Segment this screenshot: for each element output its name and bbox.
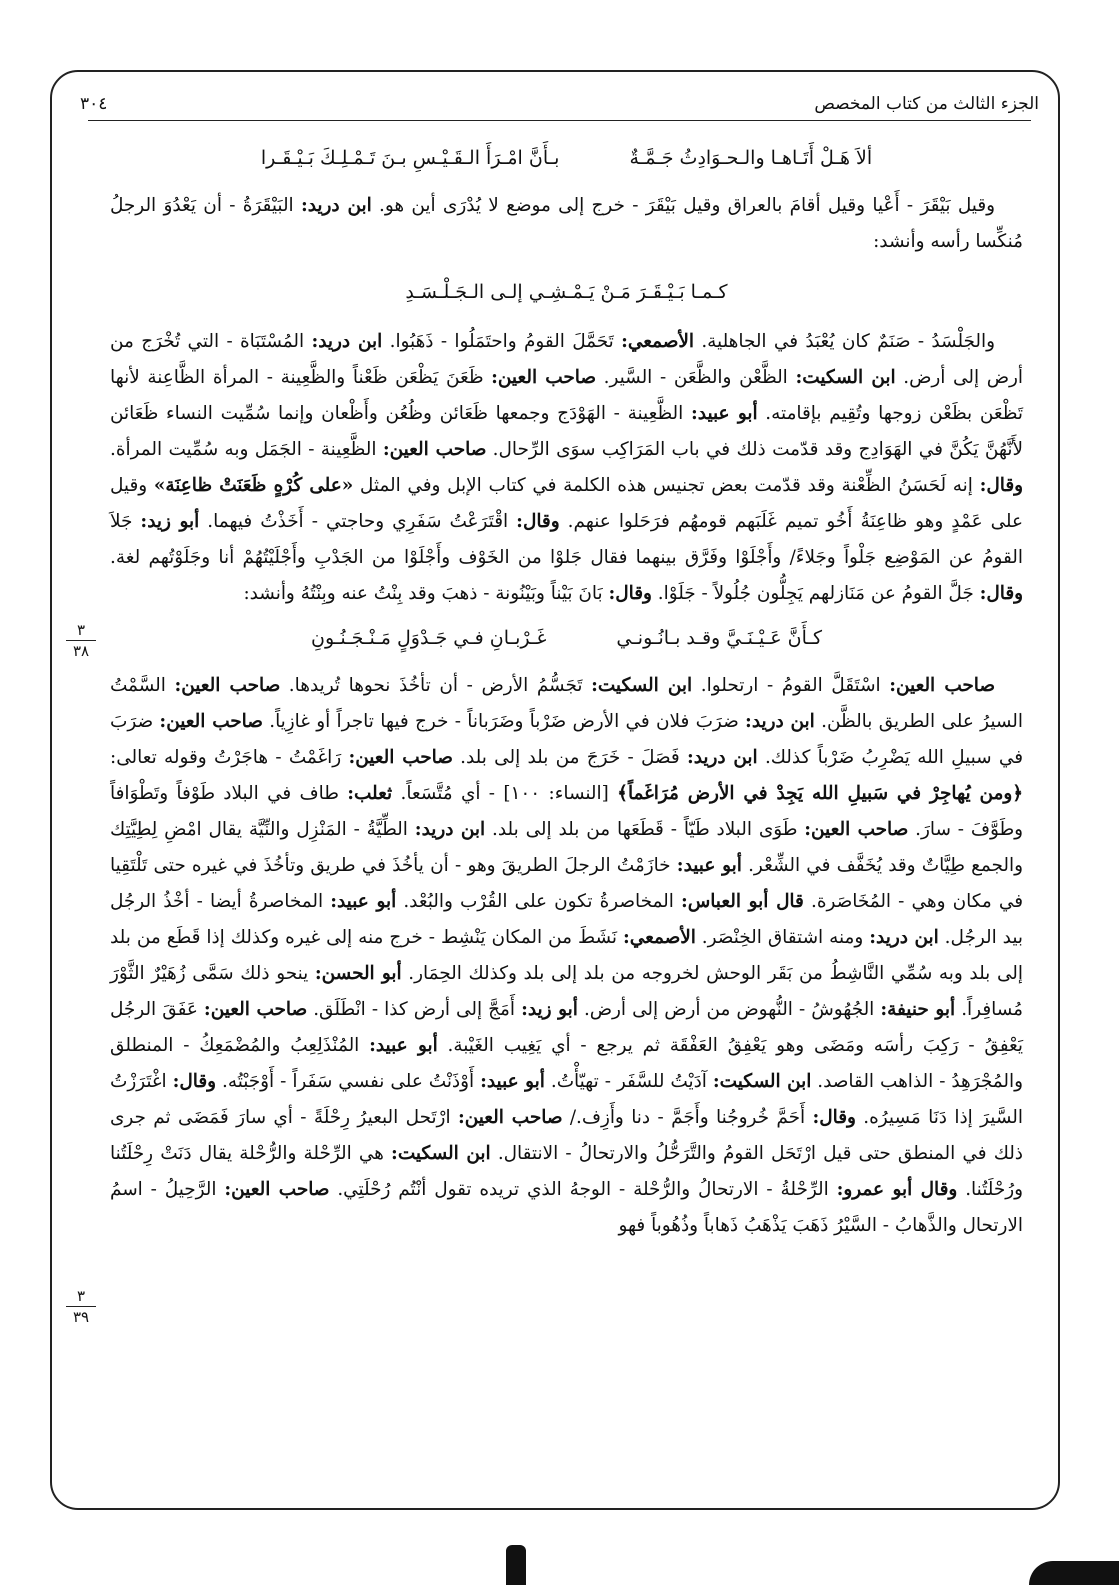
- scan-ink-corner: [1029, 1561, 1119, 1585]
- scan-ink-mark: [506, 1545, 526, 1585]
- source-label: صاحب العين:: [203, 999, 308, 1020]
- text: آدَيْتُ للسَّفَر - تهيّأْتُ.: [544, 1071, 713, 1092]
- text: اغْتَرَزْتُ السَّيرَ إذا دَنَا مَسِيرُه.: [110, 1071, 1023, 1128]
- page-number: ٣٠٤: [80, 94, 108, 114]
- marker-1-bottom: ٣٨: [72, 642, 90, 660]
- marker-2-top: ٣: [76, 1287, 86, 1305]
- text: [النساء: ١٠٠] - أي مُتَّسَعاً.: [392, 783, 618, 804]
- source-label: صاحب العين:: [159, 711, 263, 732]
- source-label: وقال أبو عمرو:: [836, 1179, 958, 1200]
- source-label: أبو زيد:: [140, 511, 200, 532]
- text: تَجَسُّمُ الأرض - أن تأخُذَ نحوها تُريدها.: [280, 675, 592, 696]
- source-label: ابن دريد:: [311, 331, 383, 352]
- source-label: أبو عبيد:: [330, 891, 397, 912]
- text: ضرَبَ فلان في الأرض ضَرْباً وضَرَباناً - خرج فيها تاجراً أو غازِياً.: [262, 711, 746, 732]
- text: المخاصرةُ أيضا - أخْذُ الرجُل بيد الرجُل.: [110, 891, 1024, 948]
- verse-2: [110, 272, 1023, 312]
- text: الظَّعِينة - الهَوْدَج وجمعها ظَعَائن وظُعُن وأَظْعان وإنما سُمِّيت النساء ظَعَائن لأَنَّهُنَّ يَكُنَّ في الهَوَادِج وقد قدّمت ذلك في باب المَرَاكِب سوَى الرِّحال.: [110, 403, 1023, 460]
- running-title: الجزء الثالث من كتاب المخصص: [814, 94, 1039, 114]
- text: أَمَجَّ إلى أرض كذا - انْطَلَق.: [307, 999, 522, 1020]
- source-label: ابن دريد:: [686, 747, 758, 768]
- source-label: أبو عبيد:: [691, 403, 758, 424]
- source-label: صاحب العين:: [457, 1107, 563, 1128]
- text: فَصَلَ - خَرَجَ من بلد إلى بلد.: [452, 747, 687, 768]
- text: المخاصرةُ تكون على القُرْب والبُعْد.: [396, 891, 681, 912]
- margin-marker-2: [64, 1288, 98, 1325]
- text: الطِّيَّةُ - المَنْزِل والنِّيَّة يقال امْضِ لِطِيَّتِك والجمع طِيَّاتٌ وقد يُخَفَّف في الشِّعْر.: [110, 819, 1024, 876]
- margin-marker-1: [64, 622, 98, 659]
- source-label: أبو عبيد:: [676, 855, 742, 876]
- source-label: أبو الحسن:: [314, 963, 402, 984]
- text: وقيل بَيْقَرَ - أَعْيا وقيل أقامَ بالعراق وقيل بَيْقَرَ - خرج إلى موضع لا يُدْرَى أين هو.: [371, 195, 995, 216]
- text: الرَّحِيلُ - اسمُ الارتحال والذَّهابُ - السَّيْرُ ذَهَبَ يَذْهَبُ ذَهاباً وذُهُوباً فهو: [110, 1179, 1023, 1236]
- source-label: الأصمعي:: [622, 927, 696, 948]
- quran-quote: ﴿ومن يُهاجِرْ في سَبيلِ الله يَجِدْ في الأرض مُرَاغَماً﴾: [617, 783, 1024, 804]
- source-label: وقال:: [979, 475, 1023, 496]
- paragraph-2: [110, 324, 1023, 612]
- source-label: ابن دريد:: [300, 195, 372, 216]
- text: تَحَمَّلَ القومُ واحتَمَلُوا - ذَهَبُوا.: [382, 331, 622, 352]
- source-label: صاحب العين:: [348, 747, 453, 768]
- text: ينحو ذلك سَمَّى زُهَيْرٌ الثَّوْرَ مُسافِراً.: [110, 963, 1023, 1020]
- text: خازَمْتُ الرجلَ الطريقَ وهو - أن يأخُذَ في طريق وتأخُذَ في غيره حتى تَلْتَقِيا في مكان وهي - المُخَاصَرة.: [110, 855, 1023, 912]
- text: جَلَّ القومُ عن مَنَازلهم يَجِلُّون جُلُولاً - جَلَوْا.: [651, 583, 980, 604]
- source-label: صاحب العين:: [889, 675, 995, 696]
- text: والجَلْسَدُ - صَنَمٌ كان يُعْبَدُ في الجاهلية.: [693, 331, 996, 352]
- verse-3: [110, 618, 1023, 658]
- source-label: أبو حنيفة:: [880, 999, 956, 1020]
- proverb-quote: «على كُرْهٍ ظَعَنَتْ ظاعِنَة»: [153, 475, 354, 496]
- marker-1-bar: [66, 640, 96, 641]
- text: اسْتَقَلَّ القومُ - ارتحلوا.: [692, 675, 890, 696]
- text: ومنه اشتقاق الخِنْصَر.: [695, 927, 870, 948]
- text: طاف في البلاد طَوْفاً وتَطْوَافاً وطَوَّفَ - سارَ.: [110, 783, 1023, 840]
- text: ارْتَحل البعيرُ رِحْلَةً - أي سارَ فَمَضَى ثم جرى ذلك في المنطق حتى قيل ارْتَحَل القومُ والتَّرَحُّلُ والارتحالُ - الانتقال.: [110, 1107, 1023, 1164]
- verse-1-hemistich-1: ألاَ هَـلْ أَتَـاهـا والـحـوَادِثُ جَـمَّـةٌ: [629, 147, 873, 169]
- source-label: صاحب العين:: [382, 439, 487, 460]
- source-label: ثعلب:: [347, 783, 393, 804]
- marker-2-bar: [66, 1306, 96, 1307]
- verse-1-hemistich-2: بـأَنَّ امْـرَأَ الـقَـيْـسِ بـنَ تَـمْـلِـكَ بَـيْـقَـرا: [260, 147, 560, 169]
- verse-3-hemistich-2: غَـرْبـانِ فـي جَـدْوَلٍ مَـنْـجَـنُـونِ: [310, 627, 547, 649]
- source-label: ابن السكيت:: [795, 367, 896, 388]
- page-header: [80, 82, 1039, 114]
- text: الجُهُوشُ - النُّهوض من أرض إلى أرض.: [577, 999, 881, 1020]
- paragraph-1: [110, 188, 1023, 260]
- source-label: صاحب العين:: [174, 675, 281, 696]
- verse-2-line: كـمـا بَـيْـقَـرَ مَـنْ يَـمْـشِـي إلـى الـجَـلْـسَـدِ: [405, 281, 728, 303]
- source-label: ابن دريد:: [414, 819, 486, 840]
- text: المُنْذَلِعِبُ والمُضْمَعِكُ - المنطلق والمُجْرَهِدُ - الذاهب القاصد.: [110, 1035, 1023, 1092]
- text: ظَعَنَ يَظْعَن ظَعْناً والظَّعِينة - المرأة الظَّاعِنة لأنها تَظْعَن بظَعْن زوجها وتُقِيم بإقامته.: [110, 367, 1023, 424]
- verse-1: [110, 138, 1023, 178]
- text: أَوْذَنْتُ على نفسي سَفَراً - أَوْجَبْتُه.: [216, 1071, 481, 1092]
- source-label: أبو زيد:: [521, 999, 578, 1020]
- source-label: صاحب العين:: [491, 367, 596, 388]
- text: السَّمْتُ السيرُ على الطريق بالظَّن.: [110, 675, 1024, 732]
- text: البَيْقَرَةُ - أن يَعْدُوَ الرجلُ مُنكِّسا رأسه وأنشد:: [110, 195, 1023, 252]
- source-label: وقال:: [608, 583, 652, 604]
- text: أَحَمَّ خُروجُنا وأَجَمَّ - دنا وأَزِف./: [562, 1107, 813, 1128]
- text: الظَّعِينة - الجَمَل وبه سُمِّيت المرأة.: [110, 439, 383, 460]
- text: طَوَى البلاد طَيّاً - قَطَعَها من بلد إلى بلد.: [485, 819, 805, 840]
- page-body: [110, 132, 1023, 1244]
- source-label: أبو عبيد:: [480, 1071, 545, 1092]
- source-label: ابن دريد:: [869, 927, 939, 948]
- source-label: وقال:: [172, 1071, 217, 1092]
- text: هي الرِّحْلة والرُّحْلة يقال دَنَتْ رِحْلَتُنا ورُحْلَتُنا.: [110, 1143, 1023, 1200]
- text: إنه لَحَسَنُ الظِّعْنة وقد قدّمت بعض تجنيس هذه الكلمة في كتاب الإبل وفي المثل: [353, 475, 980, 496]
- text: المُسْتَبَاة - التي تُخْرَج من أرض إلى أرض.: [110, 331, 1023, 388]
- marker-2-bottom: ٣٩: [72, 1308, 90, 1326]
- text: نَشَطَ من المكان يَنْشِط - خرج منه إلى غيره وكذلك إذا قَطَع من بلد إلى بلد وبه سُمِّي النَّاشِطُ من بَقَر الوحش لخروجه من بلد إلى بلد وكذلك الحِمَار.: [110, 927, 1023, 984]
- source-label: ابن السكيت:: [591, 675, 693, 696]
- source-label: قال أبو العباس:: [680, 891, 804, 912]
- source-label: ابن دريد:: [745, 711, 815, 732]
- marker-1-top: ٣: [76, 621, 86, 639]
- source-label: أبو عبيد:: [369, 1035, 438, 1056]
- source-label: صاحب العين:: [804, 819, 909, 840]
- source-label: الأصمعي:: [621, 331, 694, 352]
- text: وقيل على عَمْدٍ وهو ظاعِنَةُ أَخُو تميم غَلَبَهم قومهُم فرَحَلوا عنهم.: [110, 475, 1023, 532]
- paragraph-3: [110, 668, 1023, 1244]
- source-label: ابن السكيت:: [391, 1143, 491, 1164]
- text: عَفَقَ الرجُل يَعْفِقُ - رَكِبَ رأسَه ومَضَى وهو يَعْفِقُ العَفْقَة ثم يرجع - أي يَغِيب الغَيْبة.: [110, 999, 1023, 1056]
- text: ضرَبَ في سبيلِ الله يَضْرِبُ ضَرْباً كذلك.: [110, 711, 1024, 768]
- text: الظَّعْن والظَّعَن - السَّير.: [595, 367, 796, 388]
- text: بَانَ بَيْناً وبَيْنُونة - ذهبَ وقد بِنْتُ عنه وبِنْتُهُ وأنشد:: [243, 583, 609, 604]
- source-label: صاحب العين:: [224, 1179, 330, 1200]
- text: اقْتَرَعْتُ سَفَرِي وحاجتي - أَخَذْتُ فيهما.: [199, 511, 517, 532]
- source-label: وقال:: [979, 583, 1023, 604]
- text: جَلاَ القومُ عن المَوْضِع جَلْواً وجَلاءً/ وأَجْلَوْا وفَرَّق بينهما فقال جَلوْا من الخَوْف وأَجْلَوْا من الجَدْبِ وأَجْلَيْتُهُمْ أنا وجَلَوْتُهم لغة.: [110, 511, 1023, 568]
- text: الرِّحْلةُ - الارتحالُ والرُّحْلة - الوجهُ الذي تريده تقول أنْتُم رُحْلَتِي.: [329, 1179, 837, 1200]
- source-label: وقال:: [516, 511, 560, 532]
- source-label: وقال:: [812, 1107, 856, 1128]
- text: رَاغَمْتُ - هاجَرْتُ وقوله تعالى:: [110, 747, 349, 768]
- source-label: ابن السكيت:: [712, 1071, 812, 1092]
- header-divider: [88, 120, 1031, 121]
- verse-3-hemistich-1: كـأَنَّ عَـيْـنَـيَّ وقـد بـانُـونـي: [616, 627, 823, 649]
